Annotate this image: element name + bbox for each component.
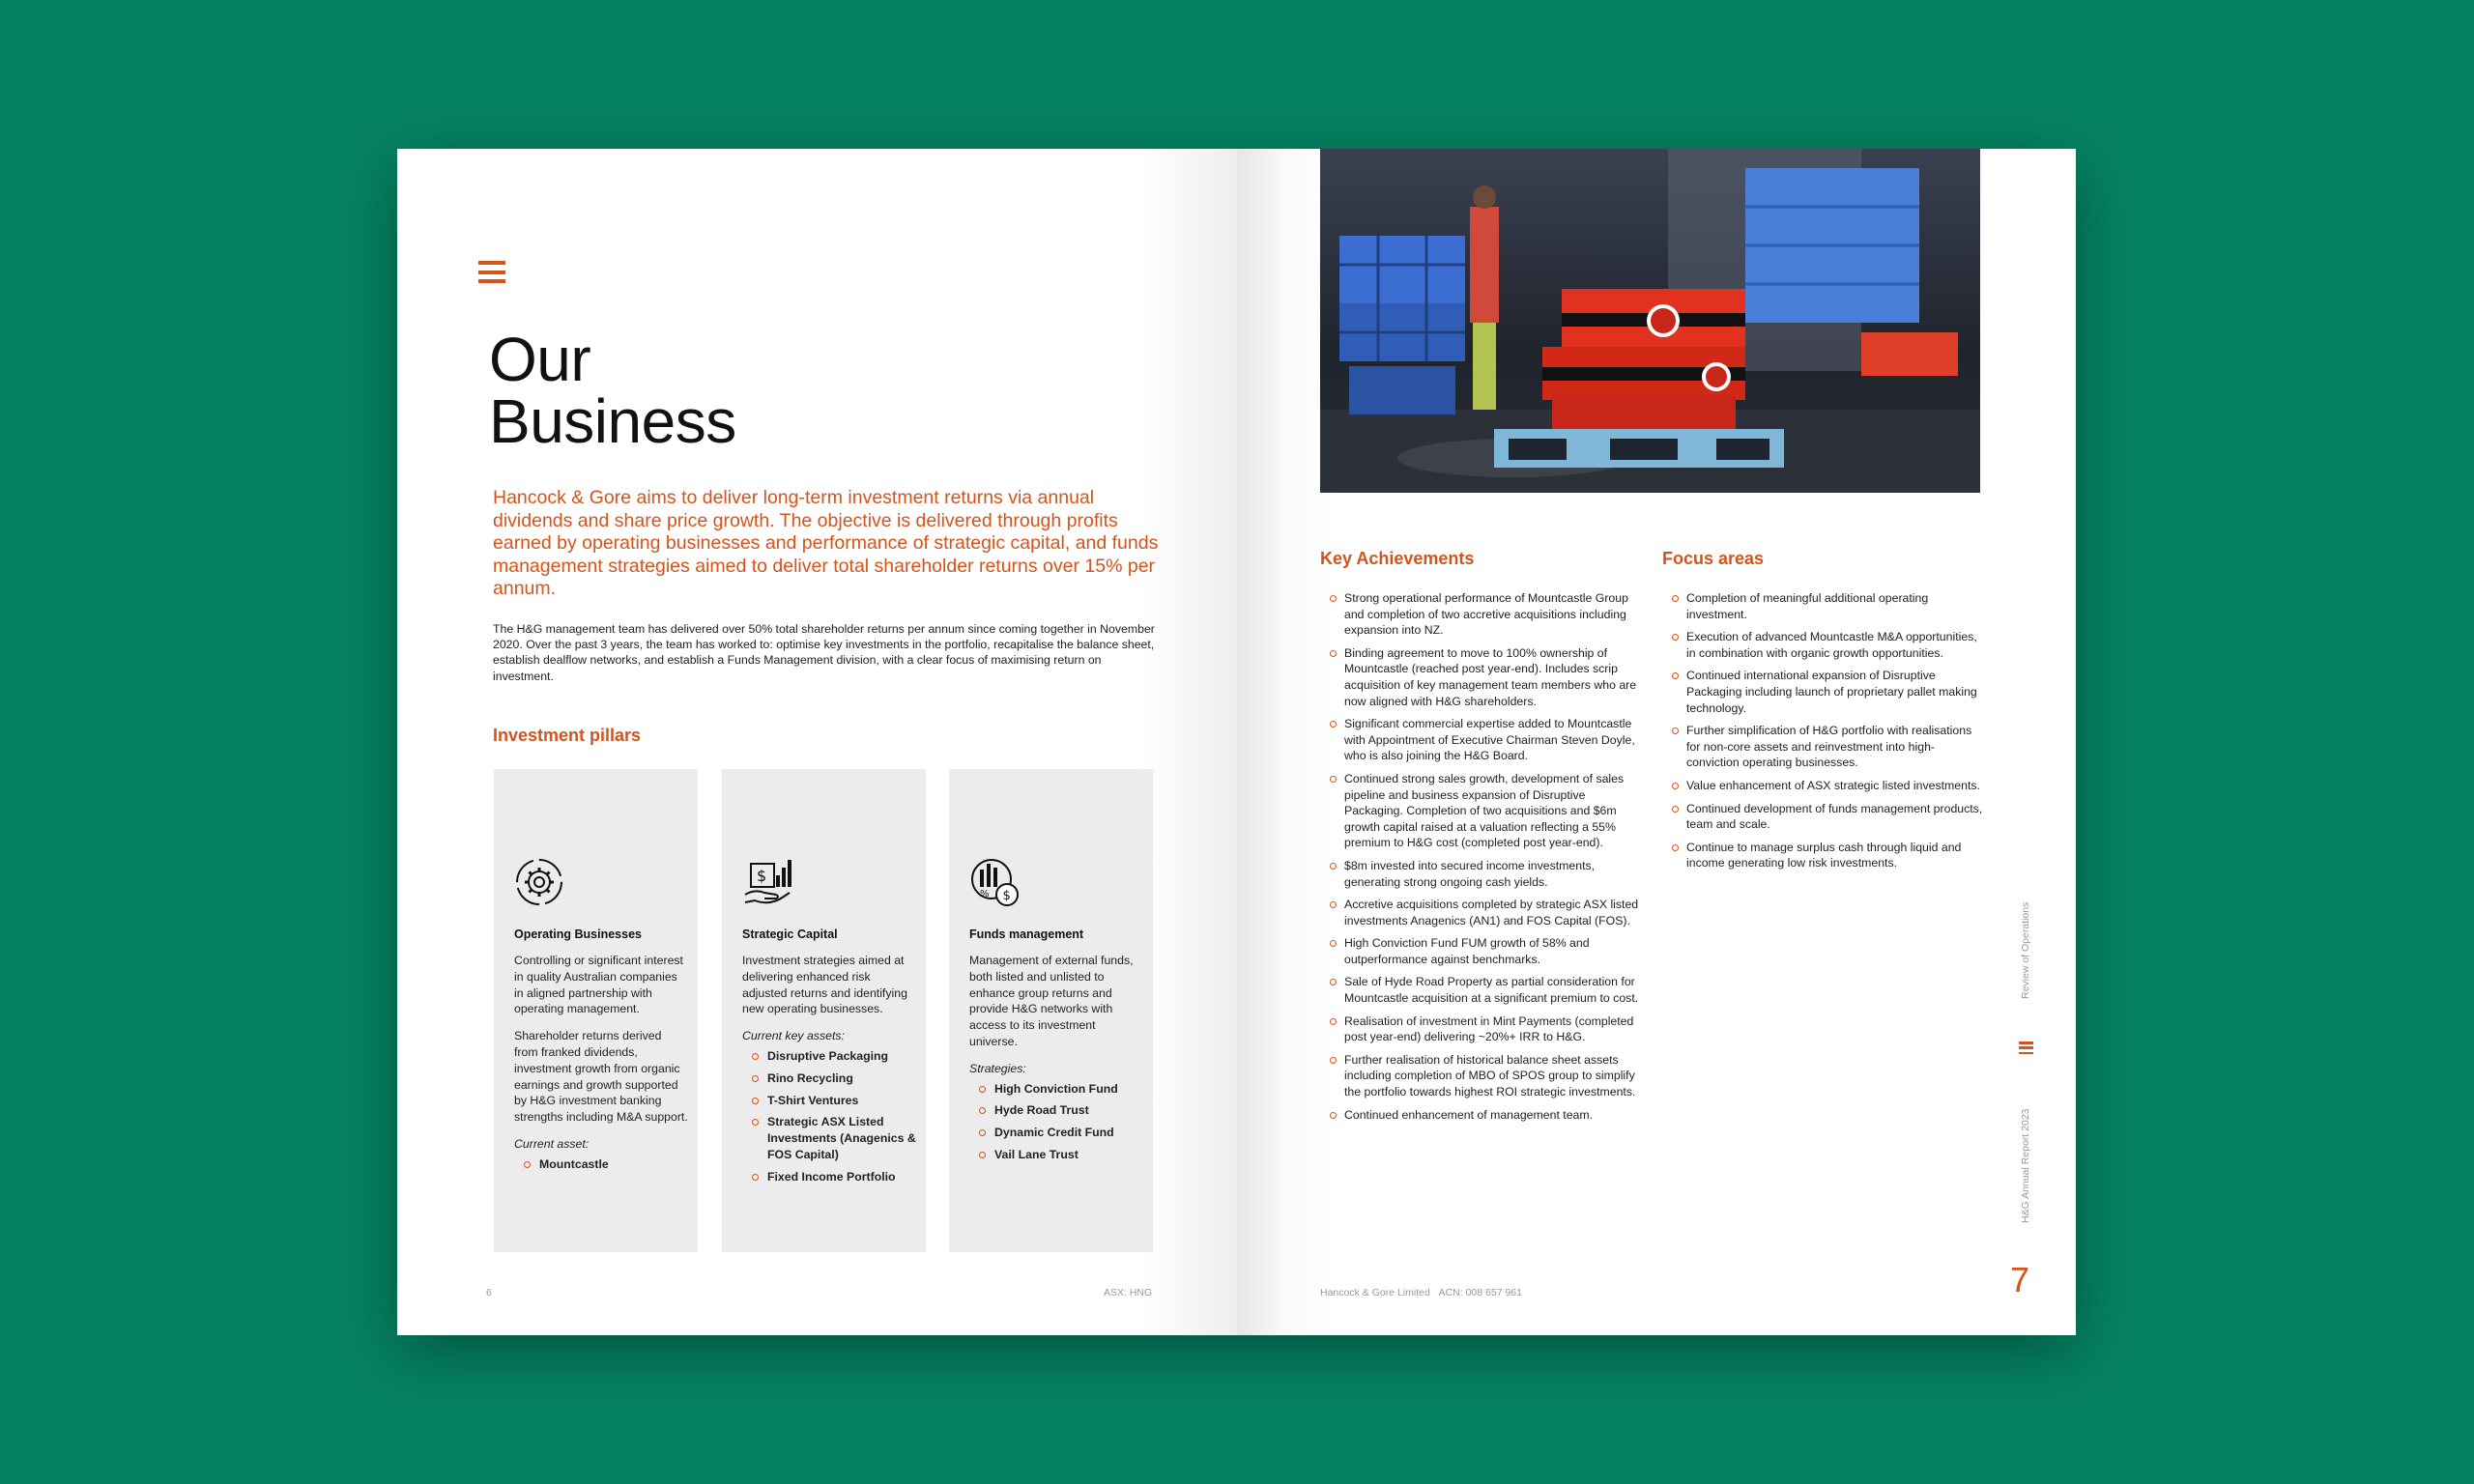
list-item: Accretive acquisitions completed by strategic ASX listed investments Anagenics (AN1) and FOS Capital (FOS). — [1320, 897, 1645, 928]
list-item: $8m invested into secured income investments, generating strong ongoing cash yields. — [1320, 858, 1645, 890]
list-item: Hyde Road Trust — [969, 1102, 1143, 1119]
pillar-title: Funds management — [969, 928, 1084, 941]
page-number-left: 6 — [486, 1287, 492, 1298]
svg-text:$: $ — [757, 867, 767, 885]
pillar-operating-businesses — [494, 769, 698, 1252]
list-item: Continued enhancement of management team. — [1320, 1107, 1645, 1124]
intro-text: Hancock & Gore aims to deliver long-term investment returns via annual dividends and share price growth. The objective is delivered through profits earned by operating businesses and performance of strategic capital, and funds management strategies aimed to deliver total shareholder returns over 15% per annum. — [493, 487, 1159, 599]
warehouse-crates-photo — [1320, 149, 1980, 493]
list-item: Realisation of investment in Mint Payments (completed post year-end) delivering ~20%+ IRR to H&G. — [1320, 1013, 1645, 1045]
list-item: Further realisation of historical balance sheet assets including completion of MBO of SPOS group to simplify the portfolio towards highest ROI strategic investments. — [1320, 1052, 1645, 1100]
list-item: Rino Recycling — [742, 1070, 916, 1087]
left-page — [397, 149, 1237, 1335]
pillar-list-label: Current asset: — [514, 1136, 590, 1151]
pillars-heading: Investment pillars — [493, 726, 642, 745]
svg-text:%: % — [980, 889, 990, 899]
list-item: Strong operational performance of Mountcastle Group and completion of two accretive acquisitions including expansion into NZ. — [1320, 590, 1645, 639]
achievements-list — [1320, 590, 1645, 1129]
list-item: T-Shirt Ventures — [742, 1093, 916, 1109]
list-item: Significant commercial expertise added to Mountcastle with Appointment of Executive Chairman Steven Doyle, who is also joining the H&G Board. — [1320, 716, 1645, 764]
side-section-label: Review of Operations — [2020, 901, 2031, 999]
report-spread — [397, 149, 2076, 1335]
pillar-description: Shareholder returns derived from franked dividends, investment growth from organic earnings and growth supported by H&G investment banking strengths including M&A support. — [514, 1029, 688, 1125]
list-item: Disruptive Packaging — [742, 1048, 916, 1065]
list-item: Dynamic Credit Fund — [969, 1125, 1143, 1141]
list-item: Further simplification of H&G portfolio with realisations for non-core assets and reinvestment into high-conviction operating businesses. — [1662, 723, 1983, 771]
pillar-strategic-capital — [722, 769, 926, 1252]
pillar-list-label: Strategies: — [969, 1061, 1026, 1075]
funds-chart-coin-icon — [968, 856, 1021, 908]
list-item: Execution of advanced Mountcastle M&A opportunities, in combination with organic growth opportunities. — [1662, 629, 1983, 661]
footer-company: Hancock & Gore Limited ACN: 008 657 961 — [1320, 1287, 1522, 1298]
list-item: Binding agreement to move to 100% ownership of Mountcastle (reached post year-end). Includes scrip acquisition of key management team members who are now aligned with H&G shareholders. — [1320, 645, 1645, 709]
list-item: Value enhancement of ASX strategic listed investments. — [1662, 778, 1983, 794]
page-number-right: 7 — [2010, 1260, 2030, 1299]
list-item: High Conviction Fund — [969, 1081, 1143, 1098]
list-item: High Conviction Fund FUM growth of 58% and outperformance against benchmarks. — [1320, 935, 1645, 967]
list-item: Mountcastle — [514, 1156, 688, 1173]
list-item: Vail Lane Trust — [969, 1147, 1143, 1163]
list-item: Fixed Income Portfolio — [742, 1169, 916, 1185]
pillar-description: Investment strategies aimed at delivering enhanced risk adjusted returns and identifying new operating businesses. — [742, 954, 907, 1016]
list-item: Continued development of funds management products, team and scale. — [1662, 801, 1983, 833]
list-item: Continued strong sales growth, development of sales pipeline and business expansion of Disruptive Packaging. Completion of two acquisitions and $6m growth capital raised at a valuation reflecting a 55% premium to H&G cost (completed post year-end). — [1320, 771, 1645, 851]
pillar-title: Operating Businesses — [514, 928, 642, 941]
list-item: Completion of meaningful additional operating investment. — [1662, 590, 1983, 622]
gear-cycle-icon — [513, 856, 565, 908]
list-item: Continue to manage surplus cash through liquid and income generating low risk investments. — [1662, 840, 1983, 871]
footer-ticker: ASX: HNG — [1104, 1287, 1153, 1298]
pillar-description: Management of external funds, both listed and unlisted to enhance group returns and provide H&G networks with access to its investment universe. — [969, 954, 1134, 1048]
body-text: The H&G management team has delivered over 50% total shareholder returns per annum since coming together in November 2020. Over the past 3 years, the team has worked to: optimise key investments in the portfolio, recapitalise the balance sheet, establish dealflow networks, and establish a Funds Management division, with a clear focus of maximising return on investment. — [493, 622, 1155, 683]
list-item: Strategic ASX Listed Investments (Anagenics & FOS Capital) — [742, 1114, 916, 1162]
achievements-heading: Key Achievements — [1320, 549, 1475, 568]
list-item: Sale of Hyde Road Property as partial consideration for Mountcastle acquisition at a significant premium to cost. — [1320, 974, 1645, 1006]
menu-icon[interactable] — [478, 261, 505, 283]
page-title: Our Business — [489, 325, 736, 456]
list-item: Continued international expansion of Disruptive Packaging including launch of proprietary pallet making technology. — [1662, 668, 1983, 716]
svg-text:$: $ — [1002, 889, 1011, 903]
focus-heading: Focus areas — [1662, 549, 1765, 568]
pillar-funds-management — [949, 769, 1153, 1252]
right-page — [1237, 149, 2076, 1335]
pillar-title: Strategic Capital — [742, 928, 838, 941]
hand-money-chart-icon — [741, 856, 793, 908]
focus-list — [1662, 590, 1983, 878]
pillar-description: Controlling or significant interest in quality Australian companies in aligned partnership with operating management. — [514, 954, 683, 1016]
side-report-label: H&G Annual Report 2023 — [2020, 1108, 2031, 1223]
menu-icon[interactable] — [2019, 1042, 2033, 1054]
pillar-list-label: Current key assets: — [742, 1029, 845, 1043]
